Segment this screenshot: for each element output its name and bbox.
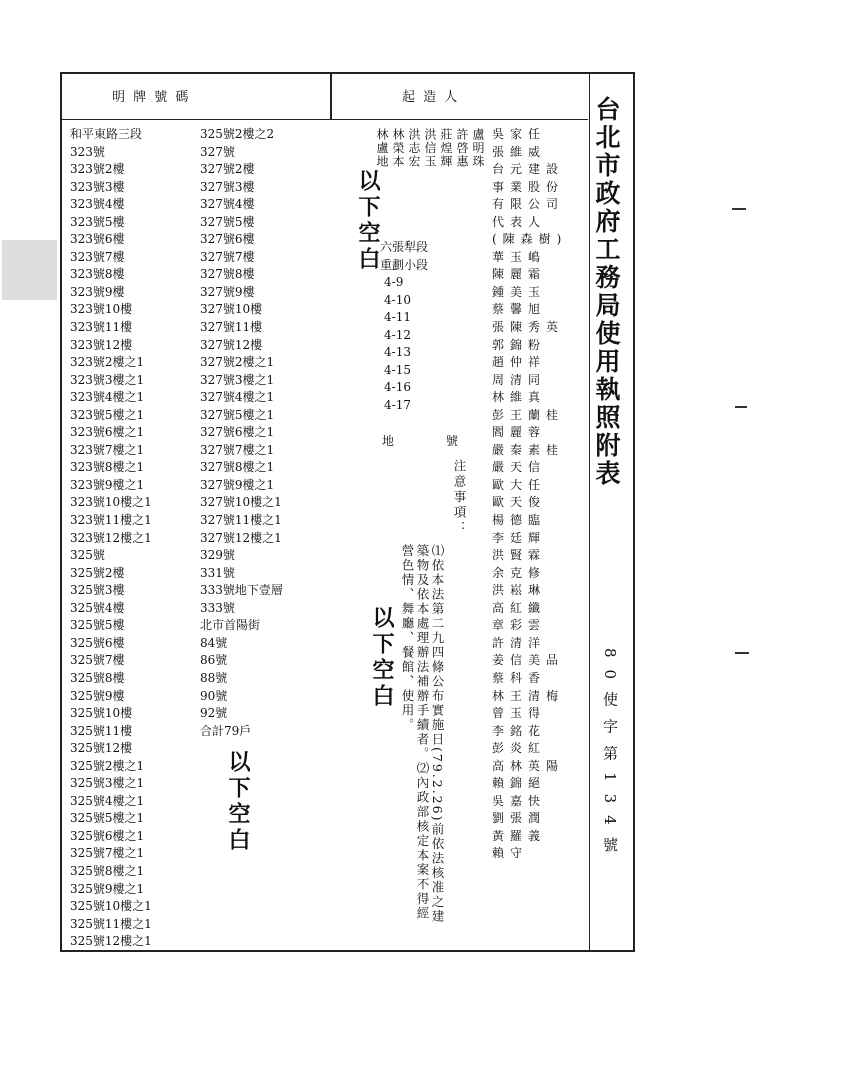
owner-name: 嚴秦素桂	[492, 442, 565, 457]
notes-text: ⑴依本法第二九四條公布實施日(79.2.26)前依法核准之建築物及依本處理辦法補辦手續者。⑵內政部核定本案不得經營色情、舞廳、餐館、使用。	[400, 544, 445, 924]
owner-name: 林王清梅	[492, 688, 565, 703]
owner-name: 有限公司	[492, 197, 565, 212]
address-entry: 325號5樓	[70, 618, 125, 633]
owner-name: 台元建設	[492, 162, 565, 177]
owner-name: 吳嘉快	[492, 793, 547, 808]
owner-name: 許清洋	[492, 635, 547, 650]
owner-name: 歐大任	[492, 477, 547, 492]
address-entry: 327號4樓	[200, 197, 255, 212]
address-entry: 323號11樓之1	[70, 513, 152, 528]
address-entry: 和平東路三段	[70, 127, 143, 141]
address-column-header: 明 牌 號 碼	[112, 90, 191, 105]
land-lot: 4-17	[384, 397, 411, 412]
address-entry: 327號10樓	[200, 302, 263, 317]
land-lot: 4-16	[384, 380, 411, 395]
permit-number: 80使字第134號	[601, 648, 619, 864]
table-header	[62, 74, 588, 120]
owner-name: 周清同	[492, 372, 547, 387]
address-entry: 北市首陽街	[200, 618, 261, 633]
address-entry: 323號2樓	[70, 162, 125, 177]
household-total: 合計79戶	[200, 724, 252, 738]
address-entry: 90號	[200, 688, 228, 703]
address-entry: 86號	[200, 653, 228, 668]
address-entry: 323號6樓	[70, 232, 125, 247]
address-entry: 323號5樓之1	[70, 407, 145, 422]
owner-name: 李廷輝	[492, 530, 547, 545]
header-divider	[330, 74, 332, 119]
address-entry: 325號4樓	[70, 600, 125, 615]
notes-heading: 注意事項：	[452, 459, 467, 537]
owner-name: 黃羅義	[492, 828, 547, 843]
address-entry: 331號	[200, 565, 235, 580]
permit-table	[60, 72, 635, 952]
agent-name: 許啓惠	[455, 128, 469, 169]
land-lot: 4-11	[384, 310, 411, 325]
address-entry: 323號11樓	[70, 320, 133, 335]
owner-name: 楊德臨	[492, 513, 547, 528]
agent-name: 林盧地	[375, 128, 389, 169]
address-entry: 327號5樓	[200, 214, 255, 229]
owner-name: 高紅纖	[492, 600, 547, 615]
owner-name: 郭錦粉	[492, 337, 547, 352]
margin-mark	[735, 652, 749, 654]
address-entry: 325號8樓	[70, 670, 125, 685]
owner-name: 陳麗霜	[492, 267, 547, 282]
address-entry: 323號3樓	[70, 179, 125, 194]
address-entry: 327號2樓之1	[200, 355, 275, 370]
owner-name: 李銘花	[492, 723, 547, 738]
address-entry: 327號8樓之1	[200, 460, 275, 475]
owner-name: 姜信美品	[492, 653, 565, 668]
address-entry: 327號9樓之1	[200, 477, 275, 492]
address-entry: 327號9樓	[200, 284, 255, 299]
land-lot-list	[384, 274, 411, 414]
address-entry: 323號6樓之1	[70, 425, 145, 440]
address-entry: 323號9樓之1	[70, 477, 145, 492]
owner-name: 賴錦絕	[492, 776, 547, 791]
land-lot: 4-13	[384, 345, 411, 360]
address-entry: 323號7樓	[70, 249, 125, 264]
address-entry: 327號3樓	[200, 179, 255, 194]
owner-name: 吳家任	[492, 127, 547, 141]
owner-name: 高林英陽	[492, 758, 565, 773]
address-entry: 327號6樓	[200, 232, 255, 247]
owner-name: 彭王蘭桂	[492, 407, 565, 422]
owner-name: 洪崧琳	[492, 583, 547, 598]
binding-stamp	[2, 240, 57, 300]
owner-name: 彭炎紅	[492, 741, 547, 756]
blank-note-left: 以下空白	[225, 750, 250, 854]
address-entry: 327號12樓之1	[200, 530, 282, 545]
address-entry: 323號4樓之1	[70, 390, 145, 405]
owner-name: 余克修	[492, 565, 547, 580]
owner-name: 代表人	[492, 214, 547, 229]
agent-name: 洪志宏	[407, 128, 421, 169]
owner-name: 閻麗蓉	[492, 425, 547, 440]
owner-name: (陳森樹)	[492, 232, 568, 247]
address-entry: 325號10樓之1	[70, 899, 152, 914]
address-entry: 325號9樓之1	[70, 881, 145, 896]
address-entry: 325號2樓之2	[200, 127, 275, 141]
address-entry: 333號	[200, 600, 235, 615]
address-entry: 323號3樓之1	[70, 372, 145, 387]
address-entry: 323號9樓	[70, 284, 125, 299]
address-entry: 325號	[70, 548, 105, 563]
address-entry: 323號8樓之1	[70, 460, 145, 475]
owner-name: 歐天俊	[492, 495, 547, 510]
owner-name: 事業股份	[492, 179, 565, 194]
owner-name: 洪賢霖	[492, 548, 547, 563]
owner-list	[492, 126, 567, 863]
address-entry: 327號7樓	[200, 249, 255, 264]
agent-list	[374, 128, 486, 169]
owner-name: 曾玉得	[492, 706, 547, 721]
address-entry: 323號	[70, 144, 105, 159]
address-entry: 325號3樓	[70, 583, 125, 598]
agent-name: 林榮本	[391, 128, 405, 169]
address-entry: 325號4樓之1	[70, 793, 145, 808]
owner-name: 華玉嶋	[492, 249, 547, 264]
owner-name: 嚴天信	[492, 460, 547, 475]
address-list-left	[70, 126, 152, 951]
address-entry: 325號7樓之1	[70, 846, 145, 861]
address-entry: 325號6樓之1	[70, 828, 145, 843]
address-entry: 323號5樓	[70, 214, 125, 229]
address-entry: 323號10樓之1	[70, 495, 152, 510]
address-entry: 325號11樓之1	[70, 916, 152, 931]
address-entry: 323號12樓之1	[70, 530, 152, 545]
address-entry: 323號4樓	[70, 197, 125, 212]
address-entry: 325號12樓	[70, 741, 133, 756]
address-entry: 325號5樓之1	[70, 811, 145, 826]
blank-note-bottom: 以下空白	[369, 606, 394, 710]
address-entry: 88號	[200, 670, 228, 685]
address-entry: 325號10樓	[70, 706, 133, 721]
address-entry: 327號3樓之1	[200, 372, 275, 387]
address-entry: 325號2樓	[70, 565, 125, 580]
address-entry: 325號9樓	[70, 688, 125, 703]
address-entry: 327號	[200, 144, 235, 159]
address-entry: 323號2樓之1	[70, 355, 145, 370]
agent-name: 洪信玉	[423, 128, 437, 169]
margin-mark	[735, 406, 747, 408]
address-entry: 327號6樓之1	[200, 425, 275, 440]
address-entry: 327號12樓	[200, 337, 263, 352]
address-entry: 325號2樓之1	[70, 758, 145, 773]
owner-column-header: 起 造 人	[402, 90, 460, 105]
owner-name: 蔡馨旭	[492, 302, 547, 317]
address-entry: 325號3樓之1	[70, 776, 145, 791]
land-section: 六張犁段	[380, 240, 429, 254]
agent-name: 莊煌輝	[439, 128, 453, 169]
address-entry: 327號8樓	[200, 267, 255, 282]
address-entry: 325號11樓	[70, 723, 133, 738]
address-entry: 327號5樓之1	[200, 407, 275, 422]
address-entry: 327號4樓之1	[200, 390, 275, 405]
address-entry: 325號8樓之1	[70, 863, 145, 878]
address-list-middle	[200, 126, 283, 723]
owner-name: 趙仲祥	[492, 355, 547, 370]
address-entry: 327號11樓	[200, 320, 263, 335]
address-entry: 325號6樓	[70, 635, 125, 650]
address-entry: 323號7樓之1	[70, 442, 145, 457]
address-entry: 323號10樓	[70, 302, 133, 317]
address-entry: 325號7樓	[70, 653, 125, 668]
land-lot: 4-10	[384, 292, 411, 307]
agent-name: 盧明珠	[471, 128, 485, 169]
address-entry: 323號12樓	[70, 337, 133, 352]
address-entry: 327號11樓之1	[200, 513, 282, 528]
address-entry: 325號12樓之1	[70, 934, 152, 949]
address-entry: 329號	[200, 548, 235, 563]
land-lot: 4-9	[384, 275, 404, 289]
address-entry: 327號2樓	[200, 162, 255, 177]
owner-name: 鍾美玉	[492, 284, 547, 299]
owner-name: 張維威	[492, 144, 547, 159]
address-entry: 333號地下壹層	[200, 583, 283, 598]
owner-name: 林維真	[492, 390, 547, 405]
blank-note-top: 以下空白	[355, 169, 380, 273]
land-lot: 4-12	[384, 327, 411, 342]
address-entry: 327號7樓之1	[200, 442, 275, 457]
owner-name: 劉張潤	[492, 811, 547, 826]
address-entry: 84號	[200, 635, 228, 650]
owner-name: 賴守	[492, 846, 529, 861]
margin-mark	[732, 208, 746, 210]
document-title: 台北市政府工務局使用執照附表	[592, 96, 621, 488]
land-lot: 4-15	[384, 362, 411, 377]
address-entry: 92號	[200, 706, 228, 721]
owner-name: 張陳秀英	[492, 320, 565, 335]
table-body	[62, 74, 590, 950]
land-subsection: 重劃小段	[380, 258, 429, 272]
address-entry: 323號8樓	[70, 267, 125, 282]
address-entry: 327號10樓之1	[200, 495, 282, 510]
land-label: 地 號	[382, 434, 482, 448]
owner-name: 蔡科香	[492, 670, 547, 685]
owner-name: 章彩雲	[492, 618, 547, 633]
